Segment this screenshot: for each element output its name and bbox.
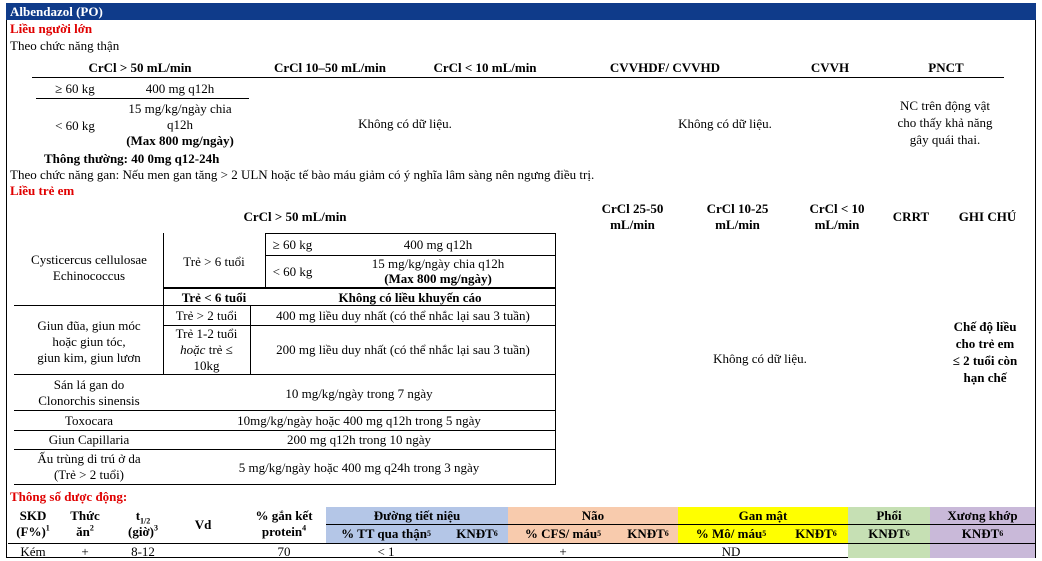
pk-val-protein: 70: [277, 543, 291, 559]
thalf-t: t: [135, 508, 141, 523]
ped-col-note: GHI CHÚ: [958, 208, 1017, 224]
ped-capillaria-dose: 200 mg q12h trong 10 ngày: [286, 432, 432, 447]
ped-rule-g: [14, 410, 556, 411]
ped-col-2550-l1: CrCl 25-50: [601, 201, 664, 216]
age12-l1: Trẻ 1-2 tuổi: [175, 326, 238, 341]
ped-dose-lt60: [320, 256, 556, 286]
age12-l2: [163, 342, 250, 358]
pk-bone-value-bg: [930, 543, 1035, 558]
pk-lung-value-bg: [848, 543, 930, 558]
food-sup: 2: [89, 523, 94, 533]
bone-kndt-text: KNĐT: [961, 526, 1000, 541]
pk-brain-title: Não: [581, 508, 605, 523]
ped-dose-lt60-l1: 15 mg/kg/ngày chia q12h: [371, 256, 505, 271]
pk-val-half-life: 8-12: [131, 543, 155, 559]
pk-bone-title: Xương khớp: [947, 508, 1018, 523]
pk-urinary-kndt: KNĐT 6: [456, 526, 498, 541]
ped-col-crrt: CRRT: [892, 208, 930, 224]
ped-col-crcl-gt50: CrCl > 50 mL/min: [243, 208, 347, 224]
col-pnct: PNCT: [928, 59, 964, 75]
ped-col-10-l2: mL/min: [814, 217, 860, 232]
ped-col-crcl-25-50: [585, 201, 680, 233]
note-l4: hạn chế: [963, 370, 1007, 385]
ped-col-1025-l1: CrCl 10-25: [706, 201, 769, 216]
pk-skd: [8, 508, 58, 540]
adult-no-data-renal: Không có dữ liệu.: [358, 115, 452, 131]
pk-val-urinary: < 1: [377, 543, 395, 559]
adult-usual-dose: Thông thường: 40 0mg q12-24h: [44, 151, 220, 166]
pk-half-life: [112, 508, 174, 540]
ped-age-gt6: Trẻ > 6 tuổi: [183, 253, 245, 269]
worm-l1: Giun đũa, giun móc: [37, 318, 141, 333]
ped-toxocara: Toxocara: [64, 413, 114, 428]
food-l1: Thức: [70, 508, 100, 523]
ped-dose-ge60: 400 mg q12h: [403, 236, 473, 252]
ped-note: [940, 318, 1030, 386]
adult-pnct-note: [880, 97, 1010, 148]
pk-bile-pct: % Mô/ máu 5: [695, 526, 767, 541]
skd-sup: 1: [45, 523, 50, 533]
renal-caption: Theo chức năng thận: [10, 38, 120, 53]
ped-col-2550-l2: mL/min: [610, 217, 655, 232]
pk-val-skd: Kém: [20, 543, 46, 559]
pnct-line1: NC trên động vật: [900, 98, 990, 113]
ped-rule-j: [14, 484, 556, 485]
note-l2: cho trẻ em: [955, 336, 1015, 351]
urinary-pct-text: % TT qua thận: [341, 526, 427, 541]
protein-l2-text: protein: [261, 524, 303, 539]
col-crcl-lt10: CrCl < 10 mL/min: [433, 59, 537, 75]
fluke-l1: Sán lá gan do: [53, 377, 125, 392]
adult-weight-ge60: ≥ 60 kg: [55, 80, 95, 96]
adult-dose-lt60: [110, 101, 250, 149]
pk-vd: Vd: [194, 516, 212, 532]
ped-weight-lt60: < 60 kg: [272, 263, 313, 279]
adult-heading: Liều người lớn: [10, 21, 93, 36]
pk-urinary-pct: % TT qua thận 5: [341, 526, 431, 541]
pk-val-brain: +: [559, 543, 567, 559]
ped-no-data: Không có dữ liệu.: [713, 350, 807, 366]
pk-val-bile: ND: [721, 543, 741, 559]
skd-l2: [8, 524, 58, 540]
ped-dose-lt60-max: (Max 800 mg/ngày): [384, 271, 492, 286]
pk-lung-kndt: KNĐT 6: [868, 526, 910, 541]
ped-lt6-dose: Không có liều khuyến cáo: [338, 289, 482, 305]
worm-l3: giun kim, giun lươn: [37, 350, 141, 365]
lung-kndt-text: KNĐT: [868, 526, 906, 541]
ped-col-10-l1: CrCl < 10: [809, 201, 865, 216]
larva-l2: (Trẻ > 2 tuổi): [53, 467, 125, 482]
skd-l2-text: (F%): [16, 524, 46, 539]
ped-worms: [14, 318, 164, 366]
ped-1-2-dose: 200 mg liều duy nhất (có thể nhắc lại sau 3 tuần): [276, 342, 530, 357]
thalf-l2: [112, 524, 174, 540]
ped-age-lt6: Trẻ < 6 tuổi: [181, 289, 247, 305]
pnct-line2: cho thấy khả năng: [897, 115, 993, 130]
ped-toxocara-dose: 10mg/kg/ngày hoặc 400 mg q12h trong 5 ngày: [237, 413, 481, 428]
ped-col-crcl-10-25: [690, 201, 785, 233]
skd-l1: SKD: [19, 508, 47, 523]
pk-urinary-title: Đường tiết niệu: [373, 508, 461, 523]
brain-kndt-text: KNĐT: [627, 526, 665, 541]
note-l3: ≤ 2 tuổi còn: [952, 353, 1018, 368]
adult-dose-lt60-line1: 15 mg/kg/ngày chia: [128, 101, 232, 116]
ped-age-1-2: [163, 326, 250, 374]
ped-gt2-dose: 400 mg liều duy nhất (có thể nhắc lại sau 3 tuần): [276, 308, 530, 323]
pk-protein: [246, 508, 322, 540]
adult-dose-lt60-line2: q12h: [167, 117, 193, 132]
adult-header-rule: [32, 77, 1004, 78]
ped-rule-a: [265, 233, 555, 234]
ped-rule-f: [14, 374, 556, 375]
ped-weight-ge60: ≥ 60 kg: [272, 236, 313, 252]
pk-bile-title: Gan mật: [738, 508, 788, 523]
food-l2-text: ăn: [76, 524, 90, 539]
col-cvvhdf: CVVHDF/ CVVHD: [609, 59, 721, 75]
age12-child: trẻ ≤: [205, 342, 233, 357]
bile-kndt-text: KNĐT: [795, 526, 833, 541]
drug-title: Albendazol (PO): [6, 3, 1036, 20]
col-crcl-10-50: CrCl 10–50 mL/min: [274, 59, 386, 75]
ped-col-crcl-lt10: [792, 201, 882, 233]
food-l2: [62, 524, 108, 540]
urinary-kndt-text: KNĐT: [456, 526, 494, 541]
pk-food: [62, 508, 108, 540]
adult-no-data-dialysis: Không có dữ liệu.: [678, 115, 772, 131]
cyst-l2: Echinococcus: [52, 268, 126, 283]
adult-row-rule: [36, 98, 249, 99]
pk-val-food: +: [81, 543, 89, 559]
hepatic-note: Theo chức năng gan: Nếu men gan tăng > 2 ULN hoặc tế bào máu giảm có ý nghĩa lâm sàng nên ngưng điều trị.: [10, 167, 595, 182]
age12-or: hoặc: [180, 342, 206, 357]
age12-l3: 10kg: [193, 358, 220, 373]
ped-rule-d: [14, 305, 556, 306]
protein-sup: 4: [302, 523, 307, 533]
adult-dose-ge60: 400 mg q12h: [145, 80, 215, 96]
pediatric-heading: Liều trẻ em: [10, 183, 75, 198]
ped-fluke-dose: 10 mg/kg/ngày trong 7 ngày: [285, 385, 433, 401]
ped-larva-dose: 5 mg/kg/ngày hoặc 400 mg q24h trong 3 ngày: [238, 459, 480, 475]
ped-age-gt2: Trẻ > 2 tuổi: [175, 308, 238, 323]
bile-pct-text: % Mô/ máu: [695, 526, 763, 541]
pk-lung-title: Phổi: [876, 508, 902, 523]
ped-cysticercus: [14, 252, 164, 284]
thalf-l2-text: (giờ): [128, 524, 154, 539]
pk-heading: Thông số dược động:: [10, 489, 128, 504]
col-crcl-gt50: CrCl > 50 mL/min: [88, 59, 192, 75]
protein-l1: % gắn kết: [255, 508, 313, 523]
ped-rule-i: [14, 449, 556, 450]
note-l1: Chế độ liều: [953, 319, 1017, 334]
pk-bone-kndt: KNĐT 6: [961, 526, 1004, 541]
ped-col-1025-l2: mL/min: [715, 217, 760, 232]
adult-weight-lt60: < 60 kg: [55, 117, 95, 133]
worm-l2: hoặc giun tóc,: [52, 334, 126, 349]
pk-brain-pct: % CFS/ máu 5: [524, 526, 602, 541]
protein-l2: [246, 524, 322, 540]
fluke-l2: Clonorchis sinensis: [38, 393, 140, 408]
thalf-l1: [112, 508, 174, 524]
col-cvvh: CVVH: [810, 59, 850, 75]
larva-l1: Ấu trùng di trú ở da: [37, 451, 141, 466]
pk-brain-kndt: KNĐT 6: [627, 526, 669, 541]
thalf-sub: 1/2: [140, 516, 151, 526]
pnct-line3: gây quái thai.: [909, 132, 981, 147]
brain-pct-text: % CFS/ máu: [524, 526, 598, 541]
cyst-l1: Cysticercus cellulosae: [31, 252, 147, 267]
ped-capillaria: Giun Capillaria: [48, 432, 130, 447]
pk-bile-kndt: KNĐT 6: [795, 526, 837, 541]
thalf-sup: 3: [153, 523, 158, 533]
adult-dose-lt60-max: (Max 800 mg/ngày): [126, 133, 234, 148]
ped-larva: [14, 451, 164, 483]
ped-fluke: [14, 377, 164, 409]
